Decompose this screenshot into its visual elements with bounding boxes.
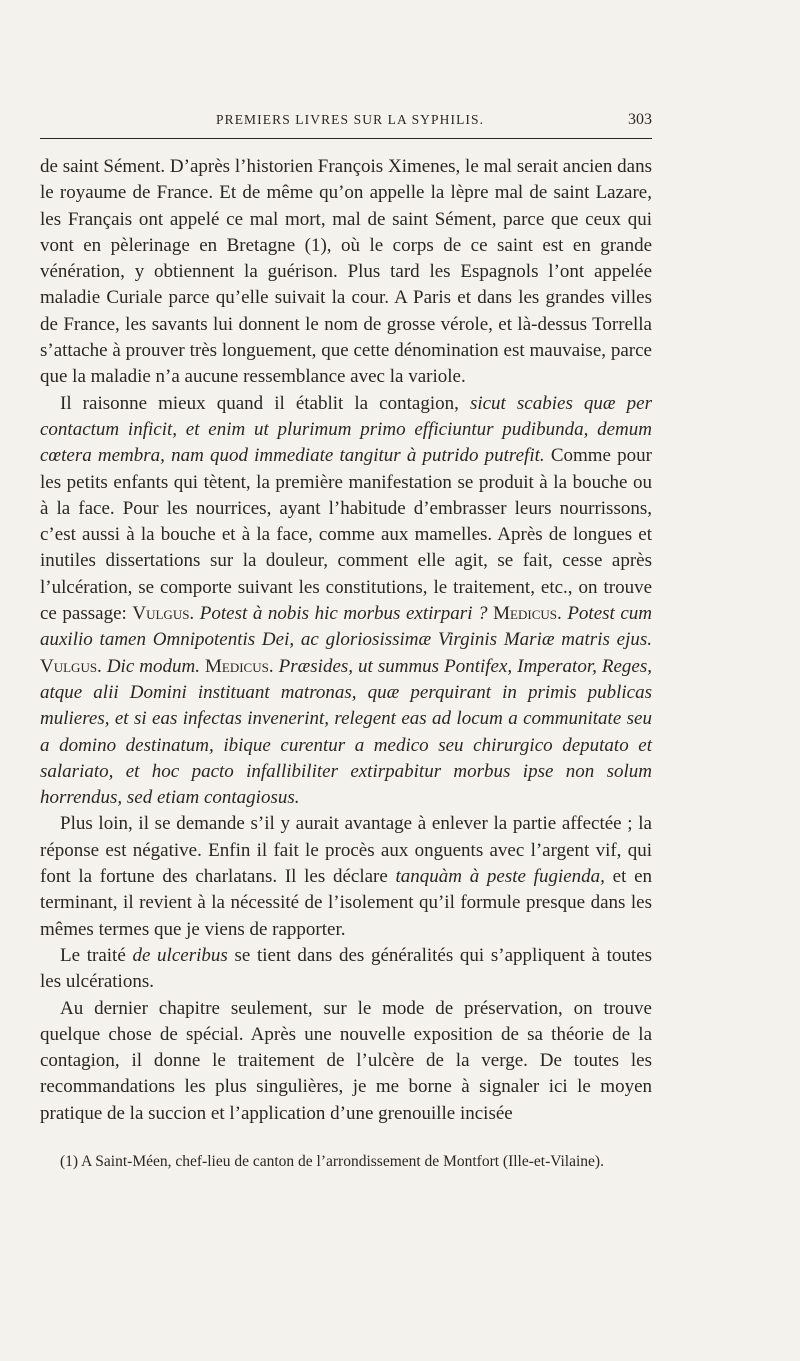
page-number: 303: [628, 111, 652, 128]
speaker-label: Medicus.: [205, 655, 274, 677]
text-run: Au dernier chapitre seulement, sur le mode de préservation, on trouve quelque chose de spécial. Après une nouvelle exposition de sa théorie de la contagion, il donne le traitement de l’ulcère de la verge. De toutes les recommandations les plus singulières, je me borne à signaler ici le moyen pratique de la succion et l’application d’une grenouille incisée: [40, 997, 652, 1124]
running-title: PREMIERS LIVRES SUR LA SYPHILIS.: [216, 112, 485, 127]
italic-text: sicut scabies quæ per contactum inficit, et enim ut plurimum primo efficiuntur pudibunda, demum cœtera membra, nam quod immediate tangitur à putrido putrefit.: [40, 392, 652, 467]
text-run: se tient dans des généralités qui s’appliquent à toutes les ulcérations.: [40, 944, 652, 993]
paragraph: [40, 996, 652, 1127]
paragraph: [40, 943, 652, 996]
text-run: Il raisonne mieux quand il établit la contagion,: [60, 392, 470, 414]
body-text: [40, 154, 652, 1127]
paragraph: [40, 811, 652, 942]
text-run: Le traité: [60, 944, 133, 966]
text-run: Comme pour les petits enfants qui tètent, la première manifestation se produit à la bouche ou à la face. Pour les nourrices, ayant l’habitude d’embrasser leurs nourrissons, c’est aussi à la bouche et à la face, comme aux mamelles. Après de longues et inutiles dissertations sur la douleur, comment elle agit, se fait, cesse après l’ulcération, se comporte suivant les constitutions, le traitement, etc., on trouve ce passage:: [40, 445, 652, 625]
footnote: (1) A Saint-Méen, chef-lieu de canton de l’arrondissement de Montfort (Ille-et-Vilaine).: [60, 1153, 604, 1170]
italic-text: Præsides, ut summus Pontifex, Imperator, Reges, atque alii Domini instituant matronas, quæ perquirant in primis publicas mulieres, et si eas infectas invenerint, relegent eas ad locum a communitate seu a domino destinatum, ibique curentur a medico seu chirurgico deputato et salariato, et hoc pacto infallibiliter extirpabitur morbus ipse non solum horrendus, sed etiam contagiosus.: [40, 655, 652, 809]
speaker-label: Vulgus.: [40, 655, 102, 677]
text-run: et en terminant, il revient à la nécessité de l’isolement qu’il formule presque dans les mêmes termes que je viens de rapporter.: [40, 866, 653, 940]
paragraph: [40, 154, 652, 391]
italic-text: Potest cum auxilio tamen Omnipotentis Dei, ac gloriosissimæ Virginis Mariæ matris ejus.: [40, 603, 653, 651]
text-run: Plus loin, il se demande s’il y aurait avantage à enlever la partie affectée ; la réponse est négative. Enfin il fait le procès aux onguents avec l’argent vif, qui font la fortune des charlatans. Il les déclare: [40, 813, 652, 888]
italic-text: Dic modum.: [106, 655, 200, 677]
page-header: [40, 106, 652, 134]
italic-text: tanquàm à peste fugienda,: [395, 866, 605, 888]
text-run: de saint Sément. D’après l’historien François Ximenes, le mal serait ancien dans le royaume de France. Et de même qu’on appelle la lèpre mal de saint Lazare, les Français ont appelé ce mal mort, mal de saint Sément, parce que ceux qui vont en pèlerinage en Bretagne (1), où le corps de ce saint est en grande vénération, y obtiennent la guérison. Plus tard les Espagnols l’ont appelée maladie Curiale parce qu’elle suivait la cour. A Paris et dans les grandes villes de France, les savants lui donnent le nom de grosse vérole, et là-dessus Torrella s’attache à prouver très longuement, que cette dénomination est mauvaise, parce que la maladie n’a aucune ressemblance avec la variole.: [40, 156, 652, 388]
speaker-label: Vulgus.: [132, 603, 195, 625]
italic-text: Potest à nobis hic morbus extirpari ?: [199, 603, 488, 625]
paragraph: [40, 391, 652, 812]
speaker-label: Medicus.: [493, 603, 562, 625]
header-rule: [40, 138, 652, 139]
italic-text: de ulceribus: [132, 944, 228, 966]
